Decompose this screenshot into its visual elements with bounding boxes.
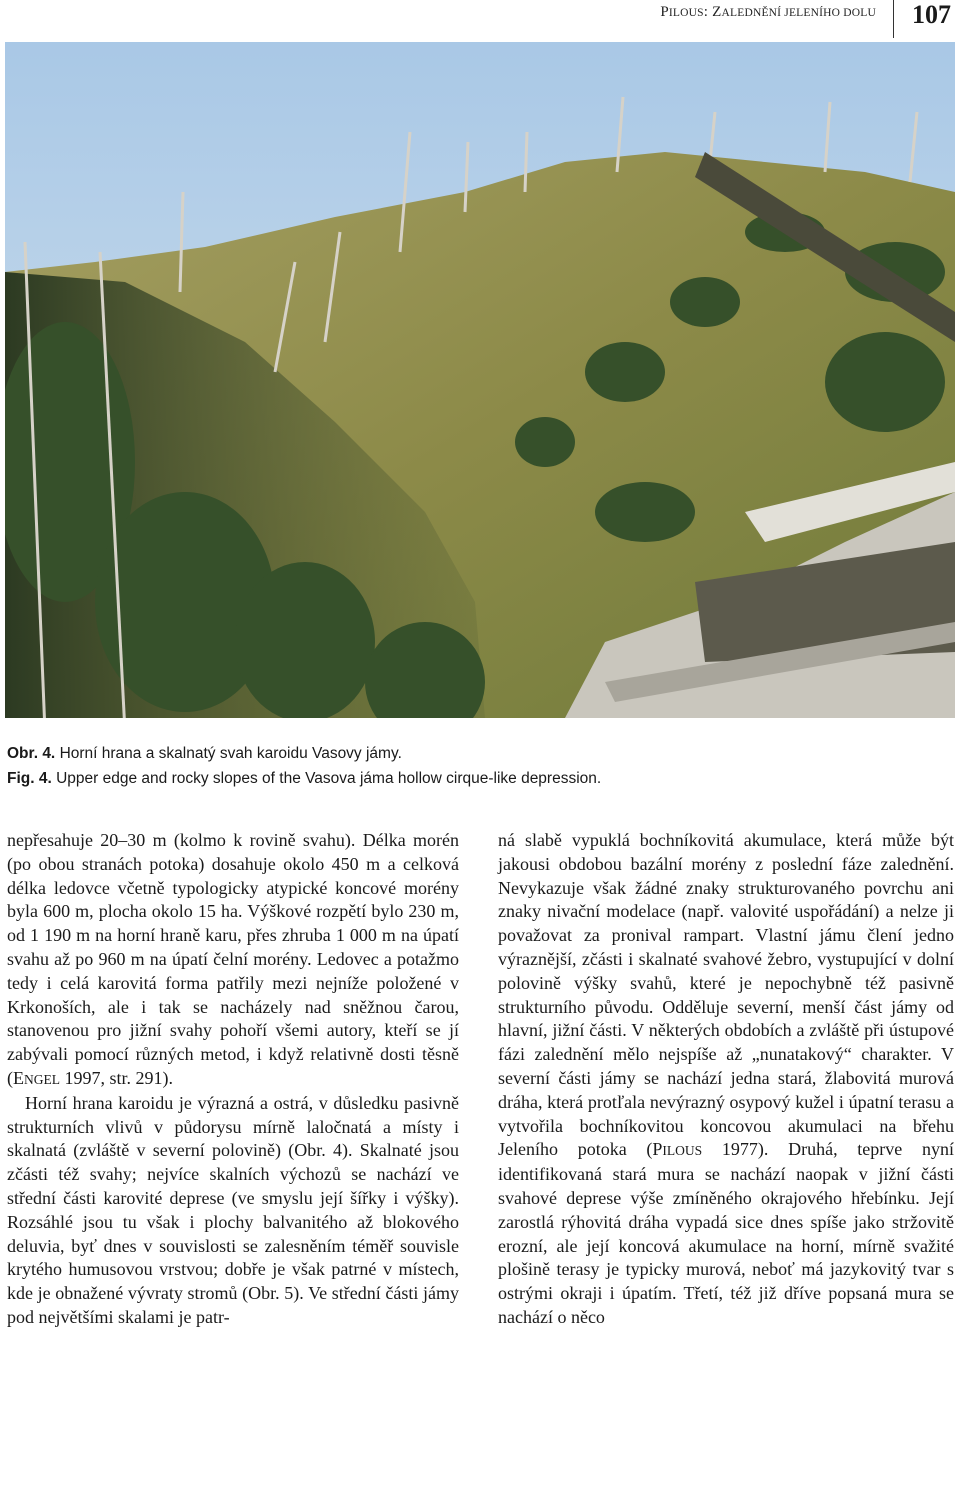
paragraph-text: 1997, str. 291).	[60, 1067, 174, 1088]
author-initial: P	[660, 4, 669, 20]
page-number: 107	[912, 0, 951, 29]
running-header	[0, 0, 960, 42]
paragraph-text: 1977). Druhá, teprve nyní identifikovaná stará mura se nachází naopak v jižní části svahové deprese výše zmíněného okrajového hřebínku. Její zarostlá rýhovitá dráha vypadá sice dnes spíše jako stržovitě erozní, ale její koncová akumulace na horní, mírně svažité plošině terasy je typicky murová, neboť má jazykovitý tvar s ostrými okraji i úpatím. Třetí, též již dříve popsaná mura se nachází o něco	[498, 1139, 954, 1327]
citation-author: ENGEL	[13, 1067, 60, 1088]
paragraph-text: nepřesahuje 20–30 m (kolmo k rovině svahu). Délka morén (po obou stranách potoka) dosahuje okolo 450 m a celková délka ledovce včetně typologicky atypické koncové morény byla 600 m, plocha okolo 15 ha. Výškové rozpětí bylo 230 m, od 1 190 m na horní hraně karu, přes zhruba 1 000 m na úpatí svahu až po 960 m na úpatí čelní morény. Ledovec a potažmo tedy i celá karovitá forma patřily mezi nejníže položené v Krkonoších, ale i tak se nacházely nad sněžnou čarou, stanovenou pro jižní svahy pohoří všemi autory, kteří se jí zabývali pomocí různých metod, i když relativně dosti těsně (	[7, 830, 459, 1088]
title-initial: Z	[712, 4, 722, 20]
title-rest: ALEDNĚNÍ JELENÍHO DOLU	[721, 7, 876, 19]
figure-photo	[5, 42, 955, 718]
paragraph: Horní hrana karoidu je výrazná a ostrá, v důsledku pasivně strukturních vlivů v půdorysu mírně laločnatá a místy i skalnatá (zvláště v severní polovině) (Obr. 4). Skalnaté jsou zčásti též svahy; nejvíce skalních výchozů se nachází ve střední části karovité deprese (ve smyslu její šířky i výšky). Rozsáhlé jsou tu však i plochy balvanitého až blokového deluvia, byť dnes v souvislosti se zalesněním téměř souvisle krytého humusovou vrstvou; dobře je však patrné v místech, kde je obnažené vývraty stromů (Obr. 5). Ve střední části jámy pod největšími skalami je patr-	[7, 1092, 459, 1327]
header-divider	[893, 0, 894, 38]
caption-en-label: Fig. 4.	[7, 770, 52, 787]
caption-en-text: Upper edge and rocky slopes of the Vasova jáma hollow cirque-like depression.	[56, 770, 602, 787]
photo-illustration	[5, 42, 955, 718]
paragraph-text: ná slabě vypuklá bochníkovitá akumulace, která může být jakousi obdobou bazální morény z poslední fáze zalednění. Nevykazuje však žádné znaky strukturovaného povrchu ani znaky nivační modelace (např. valovité uspořádání) a nelze ji považovat za pronival rampart. Vlastní jámu člení jedno výraznější, zčásti i skalnaté svahové žebro, vystupující v dolní polovině výšky svahů, které je nepochybně též pasivně strukturního původu. Odděluje severní, menší část jámy od hlavní, jižní části. V některých obdobích a zvláště při ústupové fázi zalednění mělo nejspíše až „nunatakový“ charakter. V severní části jámy se nachází jedna stará, žlabovitá murová dráha, která protľala nevýrazný osypový kužel i úpatní terasu a vytvořila bochníkovitou koncovou akumulaci na břehu Jeleního potoka (	[498, 830, 954, 1160]
paragraph	[7, 829, 459, 1092]
running-title	[660, 4, 876, 21]
author-rest: ILOUS	[668, 7, 704, 19]
citation-author: PILOUS	[652, 1139, 703, 1160]
text-column-right	[498, 829, 954, 1330]
text-column-left	[7, 829, 459, 1330]
caption-cz-text: Horní hrana a skalnatý svah karoidu Vasovy jámy.	[59, 745, 402, 762]
title-separator: :	[703, 4, 709, 20]
caption-cz-label: Obr. 4.	[7, 745, 56, 762]
figure-caption-en	[7, 770, 937, 788]
figure-caption-cz	[7, 745, 937, 763]
paragraph	[498, 829, 954, 1330]
